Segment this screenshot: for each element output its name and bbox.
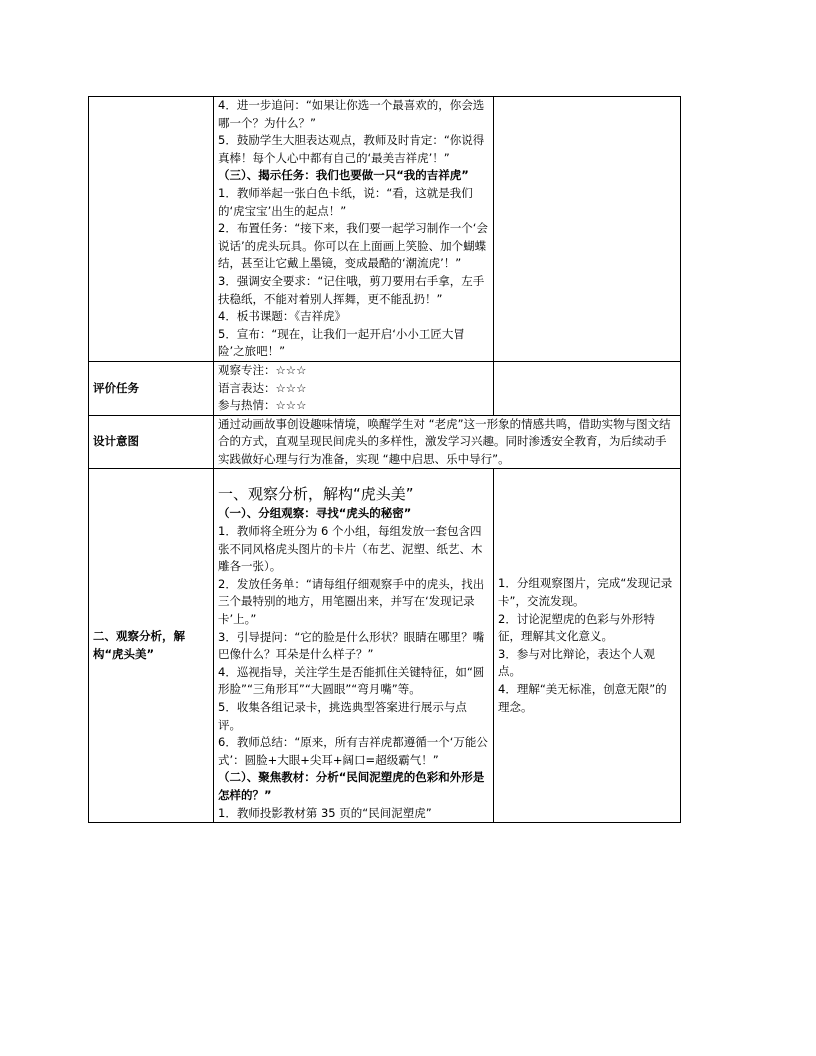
student-activity-cell [494,97,681,362]
part2-sub1: （一）、分组观察：寻找“虎头的秘密” [218,506,412,521]
step-1: 1．教师举起一张白色卡纸，说：“看，这就是我们的‘虎宝宝’出生的起点！” [218,185,473,218]
design-label: 设计意图 [89,415,214,469]
empty-label-cell [89,97,214,362]
part2-student-cell [494,469,681,823]
lesson-plan-table [88,96,681,823]
part2-step-3: 3．引导提问：“它的脸是什么形状？眼睛在哪里？嘴巴像什么？耳朵是什么样子？” [218,629,485,662]
evaluation-empty [494,361,681,415]
student-activity-2: 2．讨论泥塑虎的色彩与外形特征，理解其文化意义。 [498,611,655,644]
row-evaluation [89,361,681,415]
student-activity-3: 3．参与对比辩论，表达个人观点。 [498,646,655,679]
evaluation-content [214,361,494,415]
part2-label: 二、观察分析，解构“虎头美” [89,469,214,823]
part2-last-step: 1．教师投影教材第 35 页的“民间泥塑虎” [218,805,432,820]
part2-sub2: （二）、聚焦教材：分析“民间泥塑虎的色彩和外形是怎样的？” [218,770,485,802]
evaluation-item: 语言表达：☆☆☆ [218,380,307,395]
teacher-activity-cell [214,97,494,362]
step-3: 3．强调安全要求：“记住哦，剪刀要用右手拿，左手扶稳纸，不能对着别人挥舞，更不能乱扔！” [218,273,485,306]
section-title: （三）、揭示任务：我们也要做一只“我的吉祥虎” [218,168,469,183]
step-4: 4．板书课题：《吉祥虎》 [218,309,347,324]
student-activity-4: 4．理解“美无标准，创意无限”的理念。 [498,682,667,714]
evaluation-label: 评价任务 [89,361,214,415]
row-part2 [89,469,681,823]
step-2: 2．布置任务：“接下来，我们要一起学习制作一个‘会说话’的虎头玩具。你可以在上面画上笑脸、加个蝴蝶结，甚至让它戴上墨镜，变成最酷的‘潮流虎’！” [218,221,488,271]
part2-step-6: 6．教师总结：“原来，所有吉祥虎都遵循一个‘万能公式’：圆脸+大眼+尖耳+阔口=超级霸气！” [218,735,488,767]
student-activity-1: 1．分组观察图片，完成“发现记录卡”，交流发现。 [498,576,673,609]
part2-heading: 一、观察分析，解构“虎头美” [218,485,414,504]
part2-step-4: 4．巡视指导，关注学生是否能抓住关键特征，如“圆形脸”“三角形耳”“大圆眼”“弯月嘴”等。 [218,664,485,697]
part2-step-5: 5．收集各组记录卡，挑选典型答案进行展示与点评。 [218,700,467,732]
part2-step-2: 2．发放任务单：“请每组仔细观察手中的虎头，找出三个最特别的地方，用笔圈出来，并写在‘发现记录卡’上。” [218,576,485,627]
evaluation-item: 观察专注：☆☆☆ [218,362,307,377]
evaluation-item: 参与热情：☆☆☆ [218,398,307,413]
follow-up-question: 4．进一步追问：“如果让你选一个最喜欢的，你会选哪一个？为什么？” [218,98,485,130]
encourage-statement: 5．鼓励学生大胆表达观点，教师及时肯定：“你说得真棒！每个人心中都有自己的‘最美吉祥虎’！” [218,133,485,165]
step-5: 5．宣布：“现在，让我们一起开启‘小小工匠大冒险’之旅吧！” [218,326,465,359]
design-text: 通过动画故事创设趣味情境，唤醒学生对 “老虎”这一形象的情感共鸣，借助实物与图文结合的方式，直观呈现民间虎头的多样性，激发学习兴趣。同时渗透安全教育，为后续动手实践做好心理与行为准备，实现 “趣中启思、乐中导行”。 [214,415,681,469]
row-design [89,415,681,469]
row-task-reveal [89,97,681,362]
part2-teacher-cell [214,469,494,823]
part2-step-1: 1．教师将全班分为 6 个小组，每组发放一套包含四张不同风格虎头图片的卡片（布艺、泥塑、纸艺、木雕各一张）。 [218,524,483,574]
